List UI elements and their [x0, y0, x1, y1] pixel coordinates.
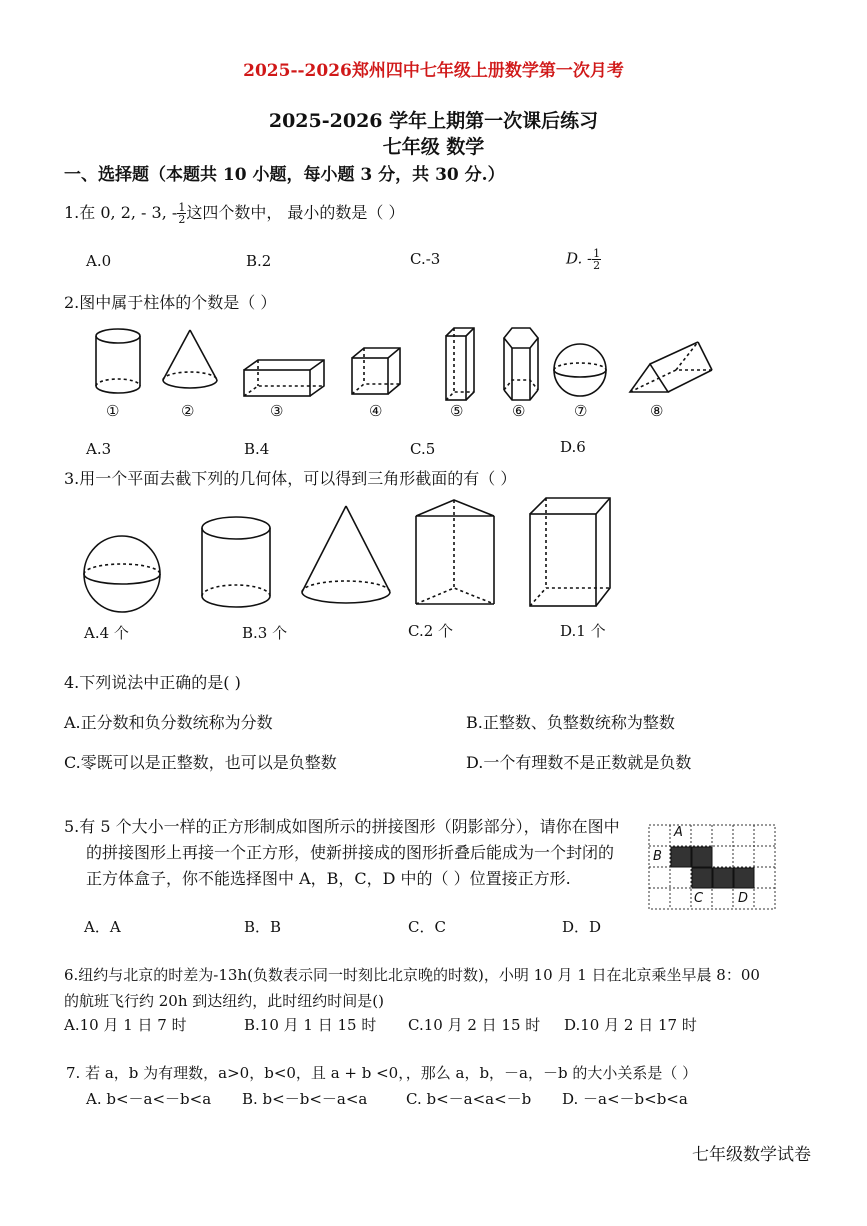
q1-option-d-label: D. - [566, 249, 593, 268]
q2-option-d: D.6 [560, 438, 586, 456]
cuboid-shape [530, 498, 610, 606]
shape-label-2: ② [181, 402, 195, 420]
grid-label-d: D [738, 891, 749, 906]
question-2: 2.图中属于柱体的个数是（ ） [64, 293, 277, 312]
q1-optd-num: 1 [593, 247, 601, 260]
q7-option-a: A. b<－a<－b<a [86, 1090, 212, 1108]
shape-label-8: ⑧ [650, 402, 664, 420]
q7-option-c: C. b<－a<a<－b [406, 1090, 532, 1108]
cone-shape [302, 506, 390, 603]
q2-solids-figure [0, 320, 867, 430]
q1-option-b: B.2 [246, 252, 272, 270]
q4-option-b: B.正整数、负整数统称为整数 [466, 713, 675, 732]
page-footer: 七年级数学试卷 [692, 1145, 811, 1165]
q2-option-a: A.3 [86, 440, 112, 458]
q1-text-prefix: 1.在 0, 2, - 3, - [64, 203, 178, 222]
shape-label-7: ⑦ [574, 402, 588, 420]
cylinder-shape [96, 329, 140, 393]
q6-option-a: A.10 月 1 日 7 时 [64, 1016, 187, 1034]
q1-option-d [566, 248, 601, 271]
section-heading: 一、选择题（本题共 10 小题，每小题 3 分，共 30 分.） [64, 165, 505, 185]
cylinder-shape [202, 517, 270, 607]
shape-label-5: ⑤ [450, 402, 464, 420]
q1-optd-den: 2 [593, 259, 601, 272]
shaded-squares [671, 847, 754, 888]
document-banner: 2025--2026郑州四中七年级上册数学第一次月考 [243, 61, 624, 81]
shape-label-1: ① [106, 402, 120, 420]
question-1 [64, 200, 405, 225]
grid-label-a: A [674, 825, 683, 840]
question-5-line1: 5.有 5 个大小一样的正方形制成如图所示的拼接图形（阴影部分），请你在图中 [64, 817, 620, 836]
q1-text-suffix: 这四个数中， 最小的数是（ ） [186, 203, 405, 222]
q6-option-d: D.10 月 2 日 17 时 [564, 1016, 697, 1034]
triangular-prism-shape [630, 342, 712, 392]
question-4: 4.下列说法中正确的是( ) [64, 673, 241, 692]
shape-label-4: ④ [369, 402, 383, 420]
question-3: 3.用一个平面去截下列的几何体，可以得到三角形截面的有（ ） [64, 469, 517, 488]
triangular-prism-shape [416, 500, 494, 604]
q1-fraction [177, 202, 186, 225]
shape-label-3: ③ [270, 402, 284, 420]
q2-option-c: C.5 [410, 440, 436, 458]
question-5-line3: 正方体盒子，你不能选择图中 A，B，C，D 中的（ ）位置接正方形. [86, 869, 571, 888]
q1-frac-num: 1 [178, 201, 186, 214]
cone-shape [163, 330, 217, 388]
hexagonal-prism-shape [504, 328, 538, 400]
question-5-line2: 的拼接图形上再接一个正方形，使新拼接成的图形折叠后能成为一个封闭的 [86, 843, 615, 862]
exam-subtitle: 七年级 数学 [382, 136, 485, 158]
q7-option-d: D. －a<－b<b<a [562, 1090, 688, 1108]
q5-option-d: D．D [562, 918, 602, 936]
q3-option-c: C.2 个 [408, 622, 454, 640]
q1-frac-den: 2 [178, 213, 186, 226]
q4-option-d: D.一个有理数不是正数就是负数 [466, 753, 692, 772]
q3-option-b: B.3 个 [242, 624, 288, 642]
q3-solids-figure [0, 492, 867, 622]
question-6-line2: 的航班飞行约 20h 到达纽约，此时纽约时间是() [64, 992, 384, 1010]
q3-option-a: A.4 个 [84, 624, 129, 642]
cuboid-shape [244, 360, 324, 396]
q5-option-c: C．C [408, 918, 446, 936]
square-prism-shape [446, 328, 474, 400]
q7-option-b: B. b<－b<－a<a [242, 1090, 368, 1108]
shape-label-6: ⑥ [512, 402, 526, 420]
question-6-line1: 6.纽约与北京的时差为-13h(负数表示同一时刻比北京晚的时数)，小明 10 月 1 日在北京乘坐早晨 8：00 [64, 966, 760, 984]
sphere-shape [84, 536, 160, 612]
cube-shape [352, 348, 400, 394]
grid-label-b: B [653, 849, 662, 864]
q1-option-a: A.0 [86, 252, 112, 270]
q6-option-c: C.10 月 2 日 15 时 [408, 1016, 541, 1034]
question-7: 7. 若 a，b 为有理数，a>0，b<0，且 a + b <0，，那么 a，b，－a，－b 的大小关系是（ ） [66, 1064, 698, 1082]
q1-option-c: C.-3 [410, 250, 441, 268]
q5-option-a: A．A [84, 918, 121, 936]
sphere-shape [554, 344, 606, 396]
q4-option-a: A.正分数和负分数统称为分数 [64, 713, 273, 732]
q5-grid-figure [648, 824, 778, 910]
q3-option-d: D.1 个 [560, 622, 606, 640]
grid-label-c: C [694, 891, 704, 906]
q4-option-c: C.零既可以是正整数，也可以是负整数 [64, 753, 337, 772]
q6-option-b: B.10 月 1 日 15 时 [244, 1016, 377, 1034]
exam-title: 2025-2026 学年上期第一次课后练习 [268, 110, 599, 132]
q1-option-d-fraction [592, 248, 601, 271]
q2-option-b: B.4 [244, 440, 270, 458]
q5-option-b: B．B [244, 918, 282, 936]
